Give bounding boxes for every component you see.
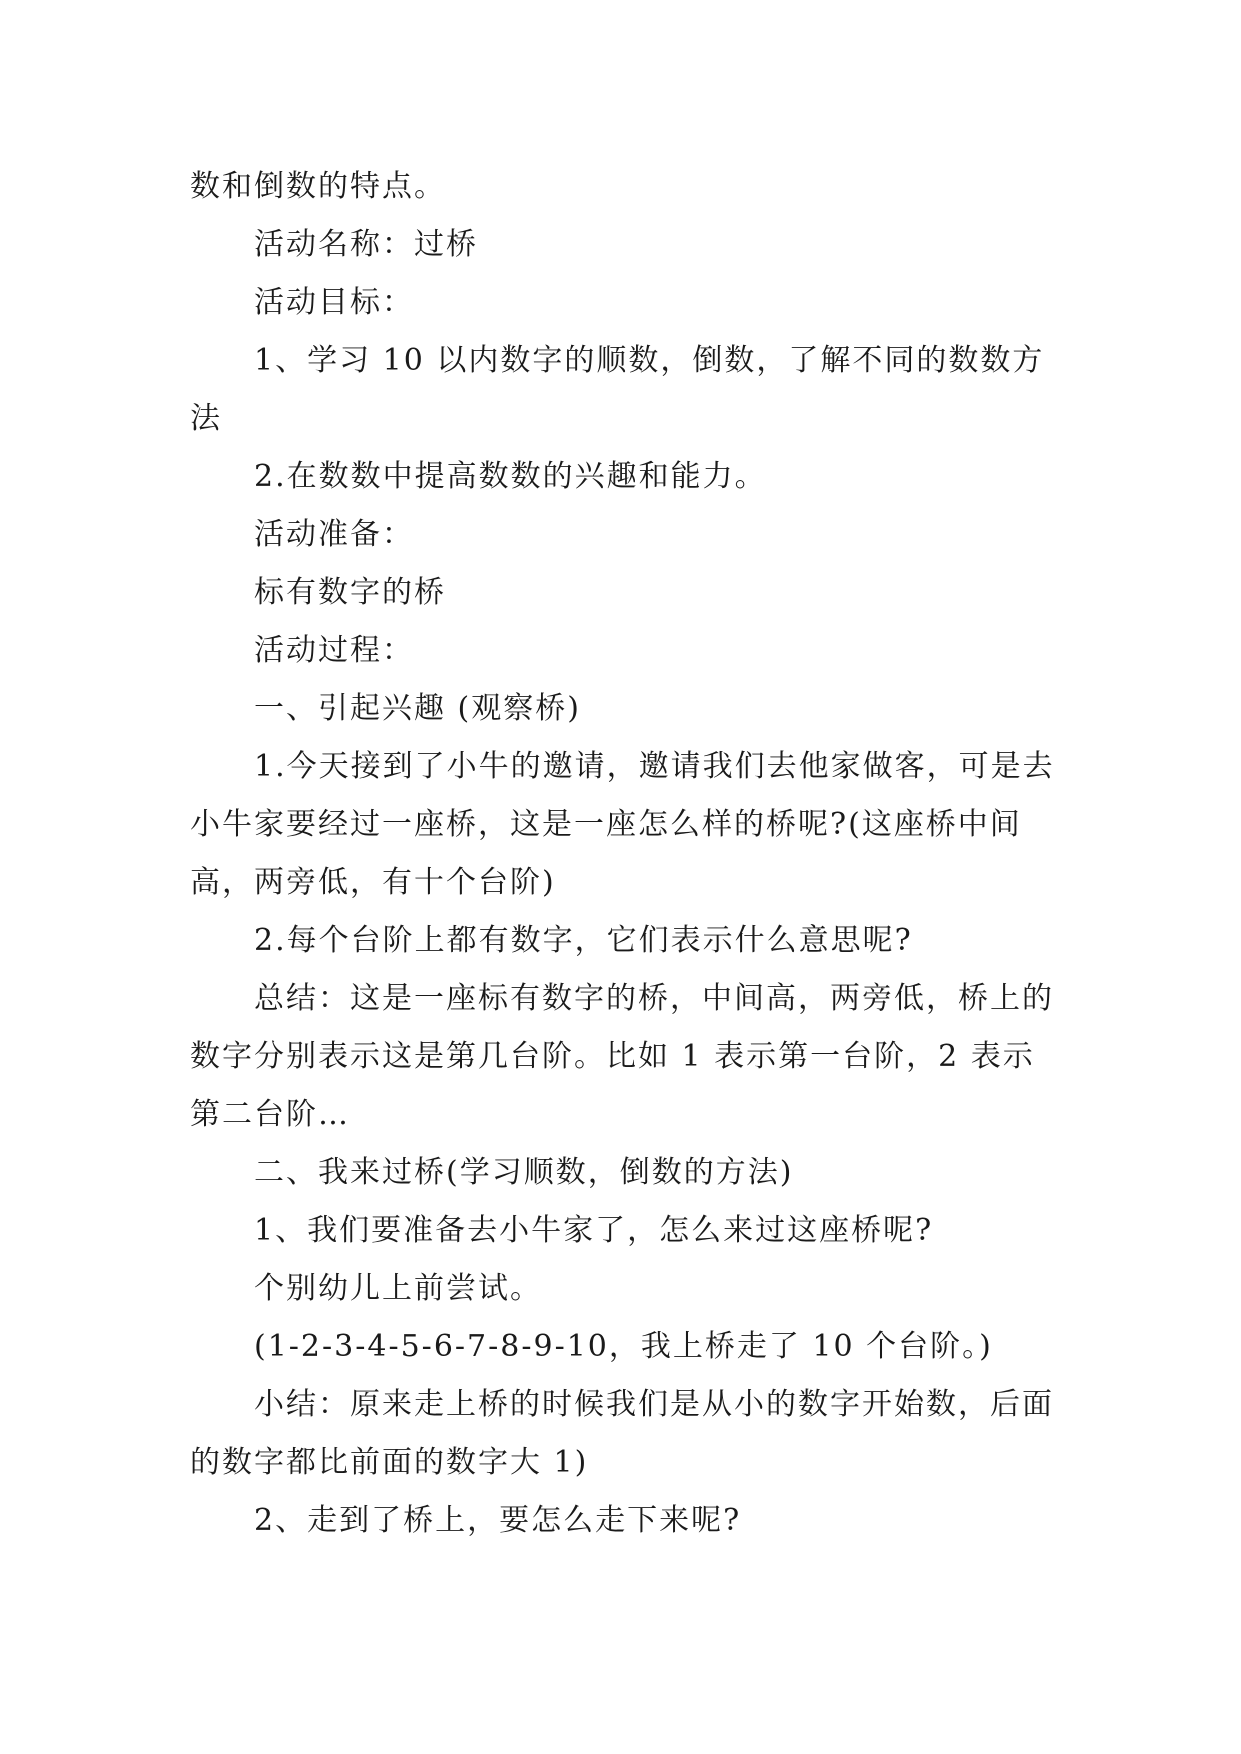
section-heading-goals: 活动目标：: [254, 285, 414, 320]
paragraph: 个别幼儿上前尝试。: [254, 1271, 542, 1306]
paragraph: 2、走到了桥上，要怎么走下来呢?: [254, 1503, 742, 1538]
process-step-heading: 一、引起兴趣 (观察桥): [254, 691, 581, 726]
process-step-heading: 二、我来过桥(学习顺数，倒数的方法): [254, 1155, 794, 1190]
summary-paragraph: 总结：这是一座标有数字的桥，中间高，两旁低，桥上的数字分别表示这是第几台阶。比如 1 表示第一台阶，2 表示第二台阶…: [190, 981, 1054, 1132]
activity-name: 活动名称：过桥: [254, 227, 478, 262]
goal-item: 1、学习 10 以内数字的顺数，倒数，了解不同的数数方法: [190, 343, 1045, 436]
paragraph: 1.今天接到了小牛的邀请，邀请我们去他家做客，可是去小牛家要经过一座桥，这是一座怎么样的桥呢?(这座桥中间高，两旁低，有十个台阶): [190, 749, 1055, 900]
paragraph: 数和倒数的特点。: [190, 169, 446, 204]
section-heading-process: 活动过程：: [254, 633, 414, 668]
paragraph: (1-2-3-4-5-6-7-8-9-10，我上桥走了 10 个台阶。): [254, 1329, 993, 1364]
section-heading-preparation: 活动准备：: [254, 517, 414, 552]
paragraph: 2.每个台阶上都有数字，它们表示什么意思呢?: [254, 923, 913, 958]
document-body: [190, 158, 1060, 1550]
paragraph: 1、我们要准备去小牛家了，怎么来过这座桥呢?: [254, 1213, 934, 1248]
summary-paragraph: 小结：原来走上桥的时候我们是从小的数字开始数，后面的数字都比前面的数字大 1): [190, 1387, 1054, 1480]
preparation-item: 标有数字的桥: [254, 575, 446, 610]
goal-item: 2.在数数中提高数数的兴趣和能力。: [254, 459, 767, 494]
